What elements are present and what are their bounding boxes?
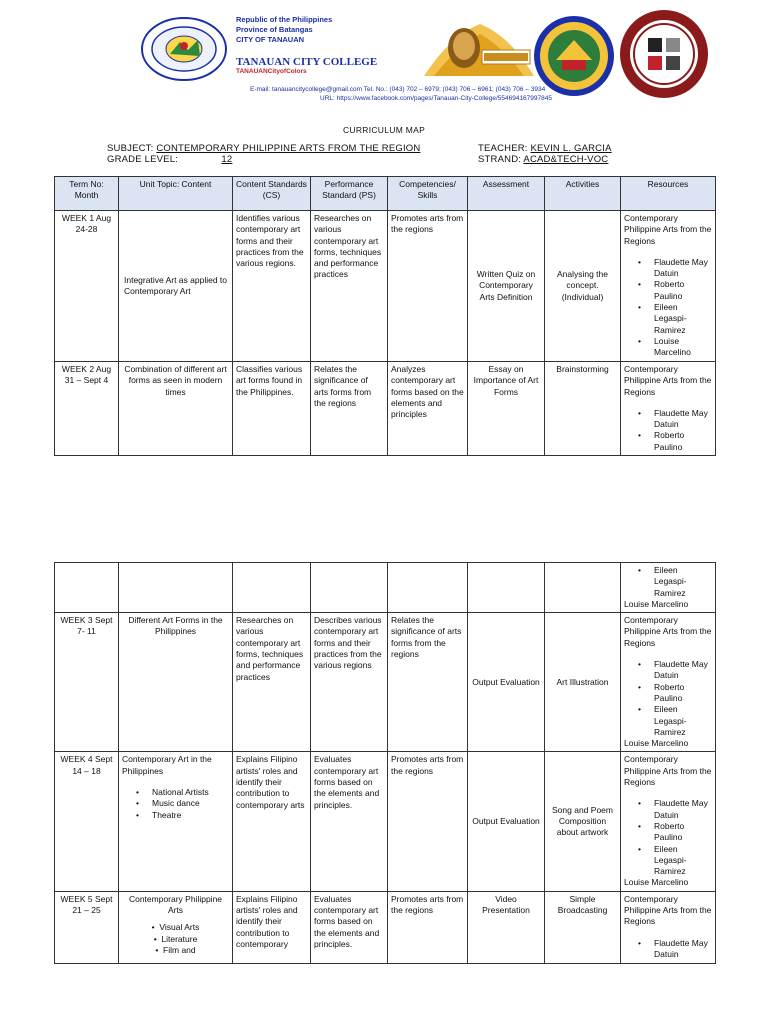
city-seal-logo: [140, 16, 228, 82]
mabini-emblem-logo: [420, 16, 538, 86]
cell-ps: Evaluates contemporary art forms based on the elements and principles.: [311, 752, 388, 891]
list-item: • Film and: [122, 945, 229, 956]
table-row: [55, 752, 716, 891]
cell-cs: Classifies various art forms found in the Philippines.: [233, 362, 311, 456]
subject-line: [107, 143, 420, 154]
cell-term: WEEK 2 Aug 31 – Sept 4: [55, 362, 119, 456]
cell-competencies: Analyzes contemporary art forms based on the elements and principles: [388, 362, 468, 456]
author-list: [624, 565, 712, 599]
col-header-unit: Unit Topic: Content: [119, 177, 233, 211]
resource-book: Contemporary Philippine Arts from the Regions: [624, 893, 712, 927]
col-header-term: Term No: Month: [55, 177, 119, 211]
cell-cs: Explains Filipino artists' roles and identify their contribution to contemporary arts: [233, 752, 311, 891]
list-item: • Eileen Legaspi-Ramirez: [624, 844, 712, 878]
curriculum-table-part1: [54, 176, 716, 456]
cell-competencies: Relates the significance of arts forms from the regions: [388, 613, 468, 752]
author-list: [624, 938, 712, 961]
list-item: • Flaudette May Datuin: [624, 659, 712, 682]
unit-subtopics: [122, 922, 229, 956]
cell-activity: Analysing the concept. (Individual): [545, 211, 621, 362]
cell-competencies: Promotes arts from the regions: [388, 891, 468, 963]
contact-line: E-mail: tanauancitycollege@gmail.com Tel. No.: (043) 702 – 6979; (043) 706 – 6961; (043) 706 – 3934: [250, 86, 546, 93]
strand-value: ACAD&TECH-VOC: [523, 154, 609, 165]
cell-ps: Evaluates contemporary art forms based on the elements and principles.: [311, 891, 388, 963]
cell-assessment: Output Evaluation: [468, 613, 545, 752]
cell-activity: Art Illustration: [545, 613, 621, 752]
letterhead: [0, 0, 768, 110]
strand-label: STRAND:: [478, 154, 524, 165]
cell-unit: [119, 752, 233, 891]
cell-assessment: Video Presentation: [468, 891, 545, 963]
cell-term: WEEK 5 Sept 21 – 25: [55, 891, 119, 963]
list-item: • Roberto Paulino: [624, 682, 712, 705]
cell-resources: [621, 563, 716, 613]
republic-line: Republic of the Philippines: [236, 15, 333, 24]
subject-value: CONTEMPORARY PHILIPPINE ARTS FROM THE REGION: [156, 143, 421, 154]
col-header-competencies: Competencies/ Skills: [388, 177, 468, 211]
col-header-assessment: Assessment: [468, 177, 545, 211]
list-item: • Flaudette May Datuin: [624, 798, 712, 821]
document-title: CURRICULUM MAP: [342, 125, 426, 135]
table-row: [55, 613, 716, 752]
college-tagline: TANAUANCityofColors: [236, 68, 307, 75]
list-item: • Roberto Paulino: [624, 279, 712, 302]
author-list: [624, 408, 712, 453]
table-row: [55, 891, 716, 963]
grade-value: 12: [221, 154, 233, 165]
list-item: • Louise Marcelino: [624, 336, 712, 359]
cell-term: WEEK 3 Sept 7- 11: [55, 613, 119, 752]
cell-unit: Integrative Art as applied to Contemporary Art: [119, 211, 233, 362]
list-item: • Theatre: [122, 810, 229, 821]
cell-ps: Describes various contemporary art forms and their practices from the various regions: [311, 613, 388, 752]
cell-competencies: Promotes arts from the regions: [388, 211, 468, 362]
cell-ps: Relates the significance of arts forms from the regions: [311, 362, 388, 456]
teacher-label: TEACHER:: [478, 143, 531, 154]
cell-cs: Identifies various contemporary art forms and their practices from the various regions.: [233, 211, 311, 362]
col-header-cs: Content Standards (CS): [233, 177, 311, 211]
list-item: • Visual Arts: [122, 922, 229, 933]
college-name: TANAUAN CITY COLLEGE: [236, 56, 378, 68]
cell-unit: Different Art Forms in the Philippines: [119, 613, 233, 752]
resource-book: Contemporary Philippine Arts from the Regions: [624, 213, 712, 246]
list-item: • Literature: [122, 934, 229, 945]
list-item: • Flaudette May Datuin: [624, 408, 712, 431]
resource-author-inline: Louise Marcelino: [624, 598, 689, 609]
list-item: • Flaudette May Datuin: [624, 257, 712, 280]
list-item: • Roberto Paulino: [624, 821, 712, 844]
col-header-resources: Resources: [621, 177, 716, 211]
list-item: • Roberto Paulino: [624, 430, 712, 453]
resource-author-inline: Louise Marcelino: [624, 877, 689, 888]
cell-unit: [119, 891, 233, 963]
cell-activity: Simple Broadcasting: [545, 891, 621, 963]
unit-topic: Contemporary Art in the Philippines: [122, 754, 212, 776]
curriculum-table-part2: [54, 562, 716, 964]
cell-unit: Combination of different art forms as seen in modern times: [119, 362, 233, 456]
table-row: [55, 362, 716, 456]
shs-seal-logo: [618, 8, 710, 100]
resource-book: Contemporary Philippine Arts from the Regions: [624, 754, 712, 788]
cell-assessment: Essay on Importance of Art Forms: [468, 362, 545, 456]
cell-term: WEEK 4 Sept 14 – 18: [55, 752, 119, 891]
cell-activity: Brainstorming: [545, 362, 621, 456]
url-line: URL: https://www.facebook.com/pages/Tanauan-City-College/554694167997845: [320, 95, 552, 102]
cell-assessment: Output Evaluation: [468, 752, 545, 891]
province-line: Province of Batangas: [236, 25, 313, 34]
author-list: [624, 257, 712, 359]
list-item: • National Artists: [122, 787, 229, 798]
list-item: • Music dance: [122, 798, 229, 809]
table-header-row: [55, 177, 716, 211]
cell-resources: [621, 211, 716, 362]
resource-book: Contemporary Philippine Arts from the Regions: [624, 615, 712, 648]
cell-cs: Researches on various contemporary art forms, techniques and performance practices: [233, 613, 311, 752]
list-item: • Eileen Legaspi-Ramirez: [624, 565, 712, 599]
cell-resources: [621, 891, 716, 963]
list-item: • Eileen Legaspi-Ramirez: [624, 704, 712, 738]
author-list: [624, 798, 712, 877]
cell-activity: Song and Poem Composition about artwork: [545, 752, 621, 891]
cell-ps: Researches on various contemporary art forms, techniques and performance practices: [311, 211, 388, 362]
unit-subtopics: [122, 787, 229, 821]
cell-term: WEEK 1 Aug 24-28: [55, 211, 119, 362]
resource-book: Contemporary Philippine Arts from the Regions: [624, 364, 712, 397]
cell-resources: [621, 613, 716, 752]
subject-label: SUBJECT:: [107, 143, 157, 154]
grade-label: GRADE LEVEL:: [107, 154, 181, 165]
cell-assessment: Written Quiz on Contemporary Arts Definition: [468, 211, 545, 362]
strand-line: [478, 154, 608, 165]
col-header-ps: Performance Standard (PS): [311, 177, 388, 211]
teacher-value: KEVIN L. GARCIA: [530, 143, 612, 154]
col-header-activities: Activities: [545, 177, 621, 211]
list-item: • Eileen Legaspi-Ramirez: [624, 302, 712, 336]
grade-line: [107, 154, 273, 165]
author-list: [624, 659, 712, 738]
teacher-line: [478, 143, 612, 154]
cell-resources: [621, 362, 716, 456]
cell-resources: [621, 752, 716, 891]
unit-topic: Contemporary Philippine Arts: [128, 893, 223, 916]
table-row-continued: [55, 563, 716, 613]
list-item: • Flaudette May Datuin: [624, 938, 712, 961]
table-row: [55, 211, 716, 362]
cell-cs: Explains Filipino artists' roles and identify their contribution to contemporary: [233, 891, 311, 963]
resource-author-inline: Louise Marcelino: [624, 738, 689, 749]
cell-competencies: Promotes arts from the regions: [388, 752, 468, 891]
city-line: CITY OF TANAUAN: [236, 35, 305, 44]
